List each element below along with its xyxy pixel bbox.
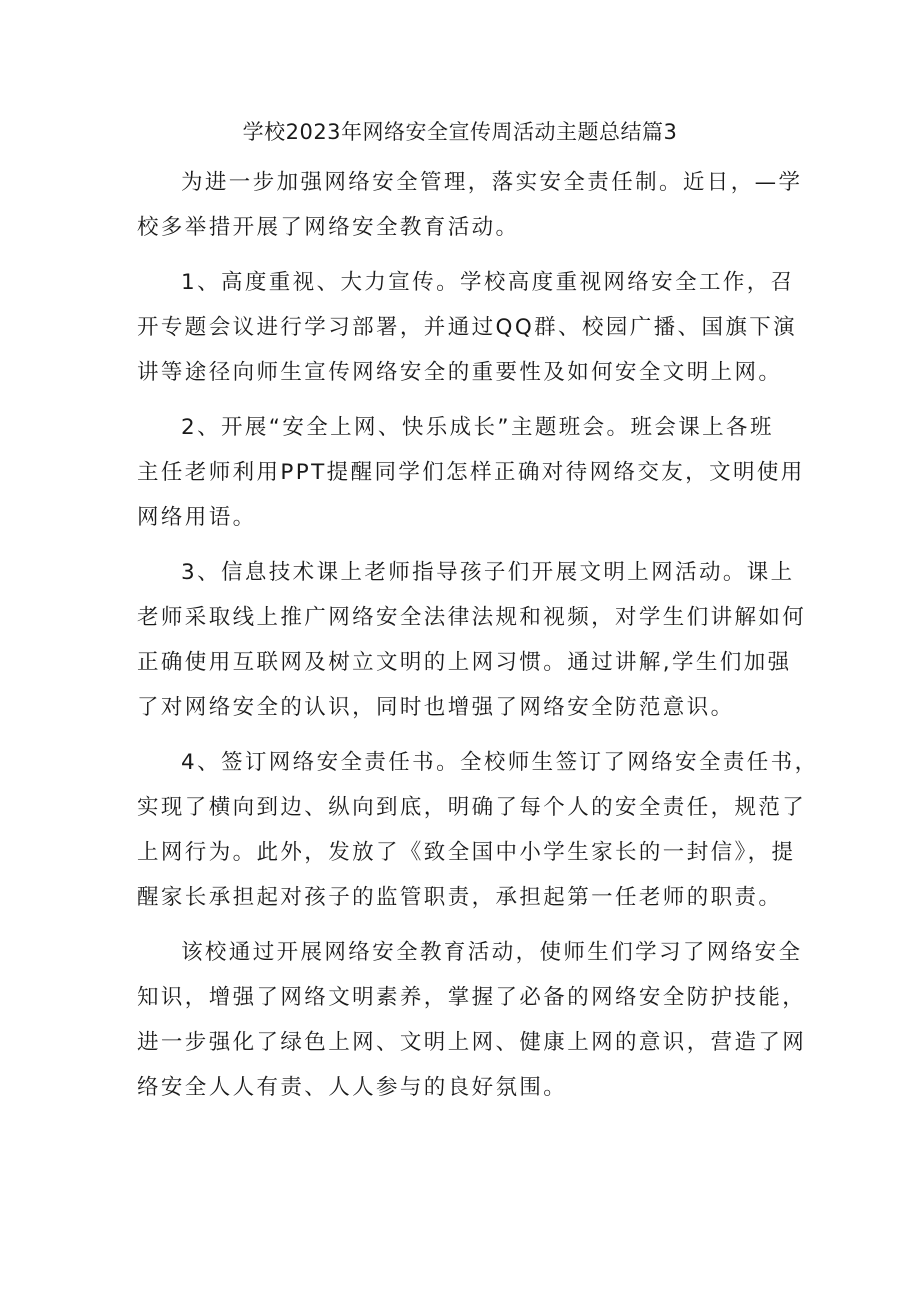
paragraph-line: 网络用语。 [137, 505, 257, 530]
paragraph-line: 知识，增强了网络文明素养，掌握了必备的网络安全防护技能， [137, 985, 807, 1010]
paragraph-line: 上网行为。此外，发放了《致全国中小学生家长的一封信》，提 [137, 840, 796, 865]
document-body [137, 160, 819, 1120]
paragraph-item-4 [137, 740, 819, 920]
paragraph-line: 校多举措开展了网络安全教育活动。 [137, 215, 520, 240]
paragraph-line: 该校通过开展网络安全教育活动，使师生们学习了网络安全 [181, 940, 803, 965]
paragraph-line: 了对网络安全的认识，同时也增强了网络安全防范意识。 [137, 695, 735, 720]
paragraph-line: 2、开展“安全上网、快乐成长”主题班会。班会课上各班 [181, 415, 774, 440]
paragraph-line: 络安全人人有责、人人参与的良好氛围。 [137, 1075, 568, 1100]
paragraph-line: 1、高度重视、大力宣传。学校高度重视网络安全工作，召 [181, 270, 795, 295]
paragraph-item-1 [137, 260, 797, 395]
paragraph-line: 醒家长承担起对孩子的监管职责，承担起第一任老师的职责。 [137, 885, 783, 910]
paragraph-line: 正确使用互联网及树立文明的上网习惯。通过讲解,学生们加强 [137, 650, 792, 675]
document-title: 学校2023年网络安全宣传周活动主题总结篇3 [242, 120, 678, 144]
paragraph-item-2 [137, 405, 805, 540]
paragraph-line: 讲等途径向师生宣传网络安全的重要性及如何安全文明上网。 [137, 360, 783, 385]
paragraph-line: 实现了横向到边、纵向到底，明确了每个人的安全责任，规范了 [137, 795, 807, 820]
paragraph-item-3 [137, 550, 807, 730]
paragraph-line: 为进一步加强网络安全管理，落实安全责任制。近日，—学 [181, 170, 803, 195]
paragraph-line: 3、信息技术课上老师指导孩子们开展文明上网活动。课上 [181, 560, 795, 585]
paragraph-line: 4、签订网络安全责任书。全校师生签订了网络安全责任书， [181, 750, 819, 775]
paragraph-line: 开专题会议进行学习部署，并通过QQ群、校园广播、国旗下演 [137, 315, 798, 340]
paragraph-conclusion [137, 930, 807, 1110]
paragraph-line: 主任老师利用PPT提醒同学们怎样正确对待网络交友，文明使用 [137, 460, 805, 485]
paragraph-line: 老师采取线上推广网络安全法律法规和视频，对学生们讲解如何 [137, 605, 807, 630]
paragraph-intro [137, 160, 803, 250]
paragraph-line: 进一步强化了绿色上网、文明上网、健康上网的意识，营造了网 [137, 1030, 807, 1055]
